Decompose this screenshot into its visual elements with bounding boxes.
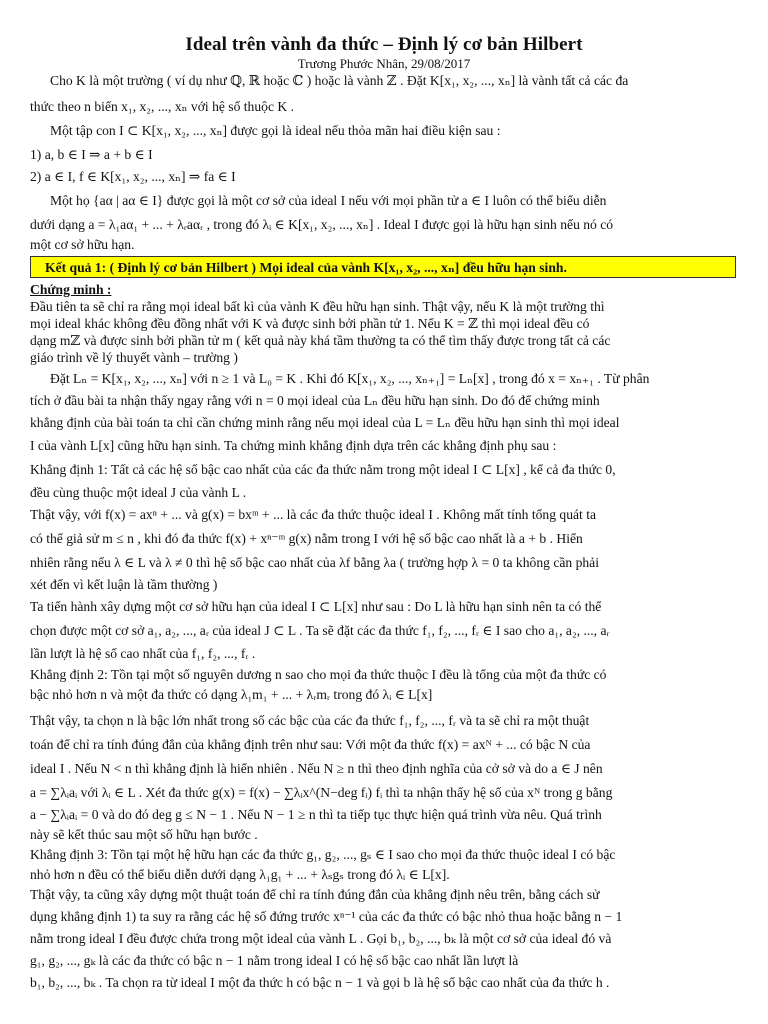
paragraph-line: a = ∑λᵢaᵢ với λᵢ ∈ L . Xét đa thức g(x) = f(x) − ∑λᵢx^(N−deg fᵢ) fᵢ thì ta nhận thấy hệ số của xᴺ trong g bằng	[30, 785, 613, 800]
author-date: Trương Phước Nhân, 29/08/2017	[297, 56, 471, 71]
paragraph-line: nhiên rằng nếu λ ∈ L và λ ≠ 0 thì hệ số bậc cao nhất của λf bằng λa ( trường hợp λ = 0 ta không cần phải	[30, 555, 599, 570]
paragraph-line: Một tập con I ⊂ K[x₁, x₂, ..., xₙ] được gọi là ideal nếu thỏa mãn hai điều kiện sau :	[50, 123, 501, 138]
paragraph-line: dưới dạng a = λ₁aα₁ + ... + λᵣaαᵣ , trong đó λᵢ ∈ K[x₁, x₂, ..., xₙ] . Ideal I được gọi là hữu hạn sinh nếu nó có	[30, 217, 614, 232]
paragraph-line: lần lượt là hệ số cao nhất của f₁, f₂, ..., fᵣ .	[30, 646, 256, 661]
theorem-statement: Kết quả 1: ( Định lý cơ bản Hilbert ) Mọi ideal của vành K[x₁, x₂, ..., xₙ] đều hữu hạn sinh.	[45, 260, 567, 275]
condition-2: 2) a ∈ I, f ∈ K[x₁, x₂, ..., xₙ] ⇒ fa ∈ I	[30, 169, 236, 184]
paragraph-line: bậc nhỏ hơn n và một đa thức có dạng λ₁m₁ + ... + λᵣmᵣ trong đó λᵢ ∈ L[x]	[30, 687, 433, 702]
paragraph-line: có thể giả sử m ≤ n , khi đó đa thức f(x) + xⁿ⁻ᵐ g(x) nằm trong I với hệ số bậc cao nhất là a + b . Hiển	[30, 531, 583, 546]
paragraph-line: một cơ sở hữu hạn.	[30, 237, 135, 252]
claim-3: Khẳng định 3: Tồn tại một hệ hữu hạn các đa thức g₁, g₂, ..., gₛ ∈ I sao cho mọi đa thức thuộc ideal I có bậc	[30, 847, 616, 862]
paragraph-line: Thật vậy, ta chọn n là bậc lớn nhất trong số các bậc của các đa thức f₁, f₂, ..., fᵣ và ta sẽ chỉ ra một thuật	[30, 713, 590, 728]
paragraph-line: này sẽ kết thúc sau một số hữu hạn bước .	[30, 827, 258, 842]
paragraph-line: nhỏ hơn n đều có thể biểu diễn dưới dạng λ₁g₁ + ... + λₛgₛ trong đó λᵢ ∈ L[x].	[30, 867, 450, 882]
paragraph-line: thức theo n biến x₁, x₂, ..., xₙ với hệ số thuộc K .	[30, 99, 294, 114]
paragraph-line: g₁, g₂, ..., gₖ là các đa thức có bậc n − 1 nằm trong ideal I có hệ số bậc cao nhất lần lượt là	[30, 953, 519, 968]
paragraph-line: xét đến vì kết luận là tầm thường )	[30, 577, 218, 592]
claim-1: Khẳng định 1: Tất cả các hệ số bậc cao nhất của các đa thức nằm trong một ideal I ⊂ L[x] , kể cả đa thức 0,	[30, 462, 616, 477]
paragraph-line: giáo trình về lý thuyết vành – trường )	[30, 350, 238, 365]
paragraph-line: Đặt Lₙ = K[x₁, x₂, ..., xₙ] với n ≥ 1 và L₀ = K . Khi đó K[x₁, x₂, ..., xₙ₊₁] = Lₙ[x] , trong đó x = xₙ₊₁ . Từ phân	[50, 371, 650, 386]
paragraph-line: mọi ideal khác không đều đồng nhất với K và được sinh bởi phần tử 1. Nếu K = ℤ thì mọi ideal đều có	[30, 316, 590, 331]
paragraph-line: I của vành L[x] cũng hữu hạn sinh. Ta chứng minh khẳng định dựa trên các khẳng định phụ sau :	[30, 438, 557, 453]
paragraph-line: toán để chỉ ra tính đúng đắn của khẳng định trên như sau: Với một đa thức f(x) = axᴺ + ... có bậc N của	[30, 737, 591, 752]
proof-heading: Chứng minh :	[30, 282, 112, 297]
paragraph-line: b₁, b₂, ..., bₖ . Ta chọn ra từ ideal I một đa thức h có bậc n − 1 và gọi b là hệ số bậc cao nhất của đa thức h .	[30, 975, 610, 990]
claim-2: Khẳng định 2: Tồn tại một số nguyên dương n sao cho mọi đa thức thuộc I đều là tổng của một đa thức có	[30, 667, 607, 682]
paragraph-line: dụng khẳng định 1) ta suy ra rằng các hệ số đứng trước xⁿ⁻¹ của các đa thức có bậc nhỏ thua hoặc bằng n − 1	[30, 909, 623, 924]
condition-1: 1) a, b ∈ I ⇒ a + b ∈ I	[30, 147, 153, 162]
paragraph-line: tích ở đầu bài ta nhận thấy ngay rằng với n = 0 mọi ideal của Lₙ đều hữu hạn sinh. Do đó để chứng minh	[30, 393, 600, 408]
paragraph-line: Ta tiến hành xây dựng một cơ sở hữu hạn của ideal I ⊂ L[x] như sau : Do L là hữu hạn sinh nên ta có thể	[30, 599, 602, 614]
paragraph-line: đều cùng thuộc một ideal J của vành L .	[30, 485, 247, 500]
paragraph-line: Cho K là một trường ( ví dụ như ℚ, ℝ hoặc ℂ ) hoặc là vành ℤ . Đặt K[x₁, x₂, ..., xₙ] là vành tất cả các đa	[50, 73, 629, 88]
paragraph-line: Đầu tiên ta sẽ chỉ ra rằng mọi ideal bất kì của vành K đều hữu hạn sinh. Thật vậy, nếu K là một trường thì	[30, 299, 605, 314]
theorem-box	[30, 256, 736, 278]
paragraph-line: ideal I . Nếu N < n thì khẳng định là hiển nhiên . Nếu N ≥ n thì theo định nghĩa của cở sở và do a ∈ J nên	[30, 761, 603, 776]
paragraph-line: Một họ {aα | aα ∈ I} được gọi là một cơ sở của ideal I nếu với mọi phần tử a ∈ I luôn có thể biểu diễn	[50, 193, 607, 208]
paragraph-line: Thật vậy, với f(x) = axⁿ + ... và g(x) = bxᵐ + ... là các đa thức thuộc ideal I . Không mất tính tổng quát ta	[30, 507, 597, 522]
paragraph-line: nằm trong ideal I đều được chứa trong một ideal của vành L . Gọi b₁, b₂, ..., bₖ là một cơ sở của ideal đó và	[30, 931, 612, 946]
paragraph-line: Thật vậy, ta cũng xây dựng một thuật toán để chỉ ra tính đúng đắn của khẳng định nêu trên, bằng cách sử	[30, 887, 600, 902]
paragraph-line: khẳng định của bài toán ta chỉ cần chứng minh rằng nếu mọi ideal của L = Lₙ đều hữu hạn sinh thì mọi ideal	[30, 415, 620, 430]
paragraph-line: chọn được một cơ sở a₁, a₂, ..., aᵣ của ideal J ⊂ L . Ta sẽ đặt các đa thức f₁, f₂, ..., fᵣ ∈ I sao cho a₁, a₂, ..., aᵣ	[30, 623, 610, 638]
page-title: Ideal trên vành đa thức – Định lý cơ bản Hilbert	[185, 34, 583, 55]
paragraph-line: a − ∑λᵢaᵢ = 0 và do đó deg g ≤ N − 1 . Nếu N − 1 ≥ n thì ta tiếp tục thực hiện quá trình vừa nêu. Quá trình	[30, 807, 602, 822]
paragraph-line: dạng mℤ và được sinh bởi phần tử m ( kết quả này khá tầm thường ta có thể tìm thấy được trong tất cả các	[30, 333, 611, 348]
